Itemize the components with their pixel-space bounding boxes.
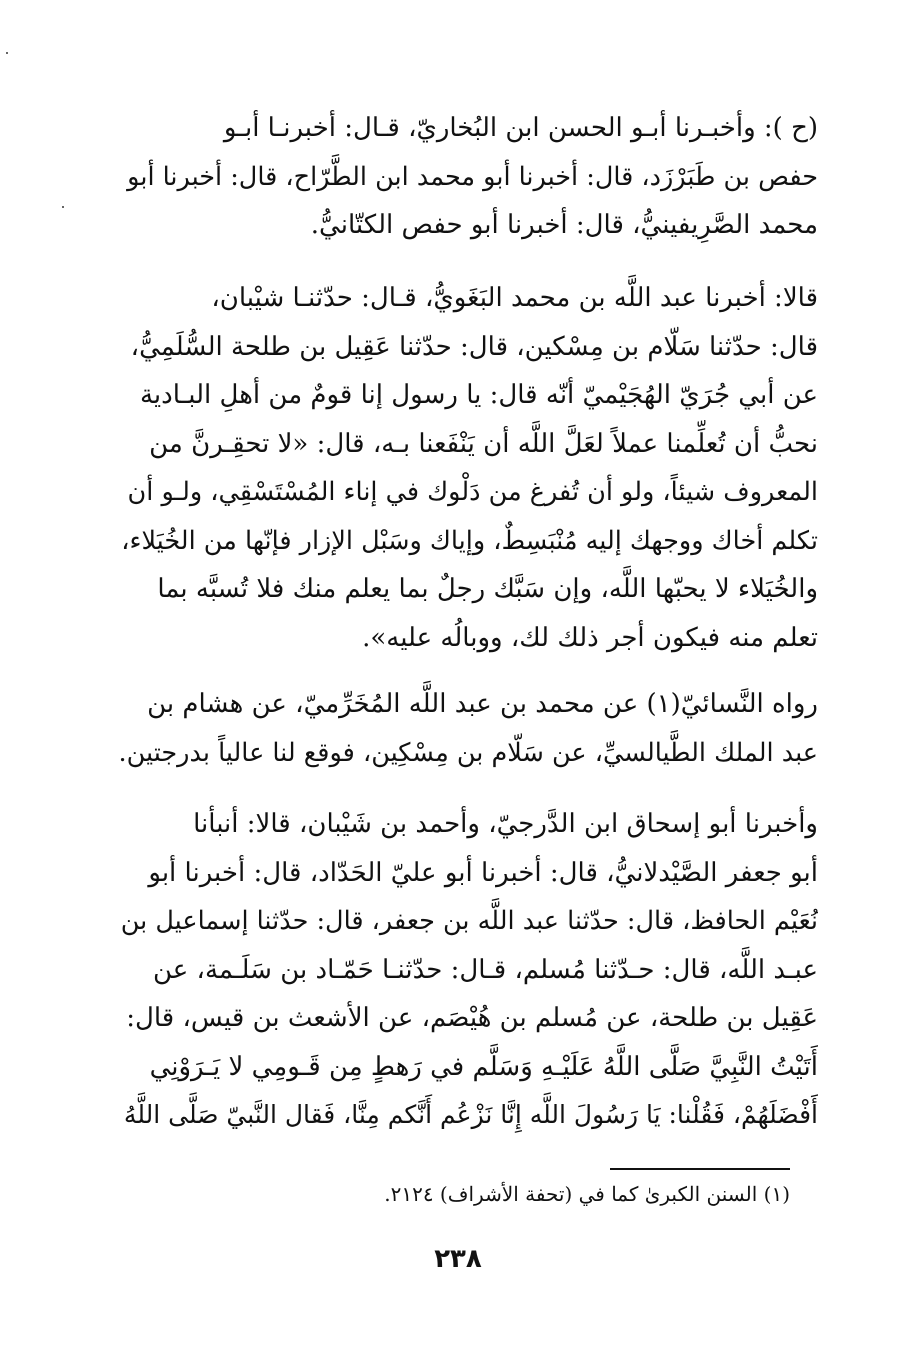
text-line: (ح ): وأخبـرنا أبـو الحسن ابن البُخاريّ، قـال: أخبرنـا أبـو: [223, 113, 818, 143]
text-line: عبـد اللَّه، قال: حـدّثنا مُسلم، قـال: حدّثنـا حَمّـاد بن سَلَـمة، عن: [152, 954, 818, 985]
text-line: والخُيَلاء لا يحبّها اللَّه، وإن سَبَّك رجلٌ بما يعلم منك فلا تُسبَّه بما: [157, 574, 818, 604]
footnote: (١) السنن الكبرىٰ كما في (تحفة الأشراف) ٢١٢٤.: [384, 1182, 790, 1206]
text-line: عبد الملك الطَّيالسيِّ، عن سَلّام بن مِسْكِين، فوقع لنا عالياً بدرجتين.: [118, 737, 818, 768]
text-line: أَفْضَلَهُمْ، فَقُلْنا: يَا رَسُولَ اللَّه إِنَّا نَزْعُم أَنَّكم مِنَّا، فَقال النَّبيّ صَلَّى اللَّهُ: [123, 1100, 818, 1129]
scan-speck: [62, 206, 64, 208]
text-line: نُعَيْم الحافظ، قال: حدّثنا عبد اللَّه بن جعفر، قال: حدّثنا إسماعيل بن: [120, 906, 818, 936]
page-number: ٢٣٨: [434, 1244, 482, 1274]
paragraph-3: [118, 680, 818, 777]
text-line: رواه النَّسائيّ(١) عن محمد بن عبد اللَّه المُخَرِّميّ، عن هشام بن: [147, 689, 818, 719]
text-line: عَقِيل بن طلحة، عن مُسلم بن هُيْصَم، عن الأشعث بن قيس، قال:: [126, 1003, 818, 1033]
text-line: قالا: أخبرنا عبد اللَّه بن محمد البَغَويُّ، قـال: حدّثنـا شيْبان،: [211, 283, 818, 313]
text-line: عن أبي جُرَيّ الهُجَيْميّ أنّه قال: يا رسول إنا قومٌ من أهلِ البـادية: [139, 380, 818, 410]
text-line: وأخبرنا أبو إسحاق ابن الدَّرجيّ، وأحمد بن شَيْبان، قالا: أنبأنا: [193, 809, 818, 839]
paragraph-4: [118, 800, 818, 1140]
paragraph-2: [118, 274, 818, 662]
text-line: تعلم منه فيكون أجر ذلك لك، ووبالُه عليه».: [362, 622, 818, 653]
paragraph-1: [118, 104, 818, 250]
scan-speck: [6, 52, 8, 54]
footnote-divider: [610, 1168, 790, 1170]
text-line: قال: حدّثنا سَلّام بن مِسْكين، قال: حدّثنا عَقِيل بن طلحة السُّلَمِيُّ،: [130, 331, 818, 362]
text-line: أَتَيْتُ النَّبِيَّ صَلَّى اللَّهُ عَلَيْـهِ وَسَلَّم في رَهطٍ مِن قَـومِي لا يَـرَوْنِي: [149, 1051, 818, 1082]
text-line: محمد الصَّرِيفينيُّ، قال: أخبرنا أبو حفص الكتّانيُّ.: [310, 210, 818, 240]
text-line: نحبُّ أن تُعلِّمنا عملاً لعَلَّ اللَّه أن يَنْفَعنا بـه، قال: «لا تحقِـرنَّ من: [149, 428, 818, 459]
text-line: المعروف شيئاً، ولو أن تُفرغ من دَلْوك في إناء المُسْتَسْقِي، ولـو أن: [127, 477, 818, 507]
text-line: تكلم أخاك ووجهك إليه مُنْبَسِطٌ، وإياك وسَبْل الإزار فإنّها من الخُيَلاء،: [121, 525, 818, 556]
text-line: أبو جعفر الصَّيْدلانيُّ، قال: أخبرنا أبو عليّ الحَدّاد، قال: أخبرنا أبو: [148, 857, 818, 888]
text-line: حفص بن طَبَرْزَد، قال: أخبرنا أبو محمد ابن الطَّرّاح، قال: أخبرنا أبو: [127, 161, 818, 192]
